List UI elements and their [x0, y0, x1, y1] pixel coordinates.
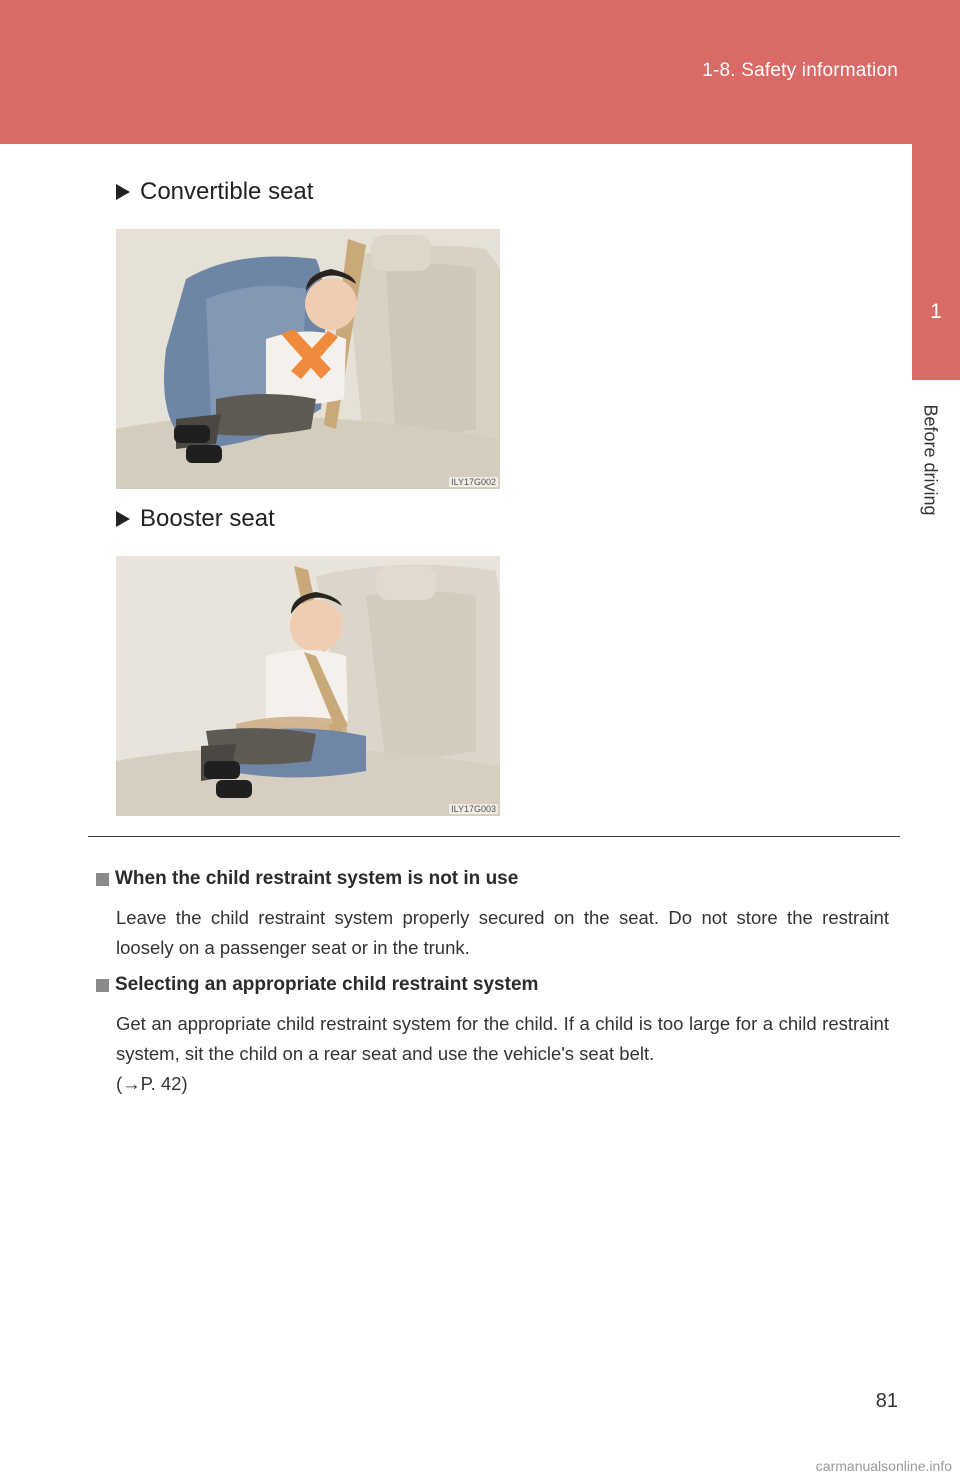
chapter-number: 1: [930, 300, 942, 323]
note-body-selecting: [116, 1009, 889, 1099]
booster-seat-illustration: [116, 556, 500, 816]
square-bullet-icon: [96, 873, 109, 886]
note-heading-text: Selecting an appropriate child restraint system: [115, 974, 539, 995]
chapter-label: Before driving: [920, 404, 941, 516]
chapter-tab: [912, 144, 960, 380]
caption-text: Convertible seat: [140, 178, 314, 205]
convertible-seat-illustration: [116, 229, 500, 489]
note-heading-text: When the child restraint system is not in use: [115, 868, 519, 889]
note-body-not-in-use: Leave the child restraint system properly secured on the seat. Do not store the restraint loosely on a passenger seat or in the trunk.: [116, 907, 889, 958]
square-bullet-icon: [96, 979, 109, 992]
note-heading-not-in-use: [96, 868, 518, 890]
figure-code: ILY17G002: [451, 477, 496, 487]
page-reference-link[interactable]: (→P. 42): [116, 1073, 188, 1094]
triangle-bullet-icon: [116, 184, 130, 200]
figure-caption-booster: [116, 505, 275, 533]
triangle-bullet-icon: [116, 511, 130, 527]
page-number: 81: [875, 1390, 898, 1412]
note-heading-selecting: [96, 974, 538, 996]
figure-caption-convertible: [116, 178, 313, 206]
section-divider: [88, 836, 900, 837]
note-body-text: Get an appropriate child restraint system for the child. If a child is too large for a child restraint system, sit the child on a rear seat and use the vehicle's seat belt.: [116, 1013, 889, 1064]
section-title: 1-8. Safety information: [702, 60, 898, 81]
header-band: [0, 0, 960, 144]
caption-text: Booster seat: [140, 505, 275, 532]
figure-code: ILY17G003: [451, 804, 496, 814]
watermark: carmanualsonline.info: [815, 1458, 952, 1474]
